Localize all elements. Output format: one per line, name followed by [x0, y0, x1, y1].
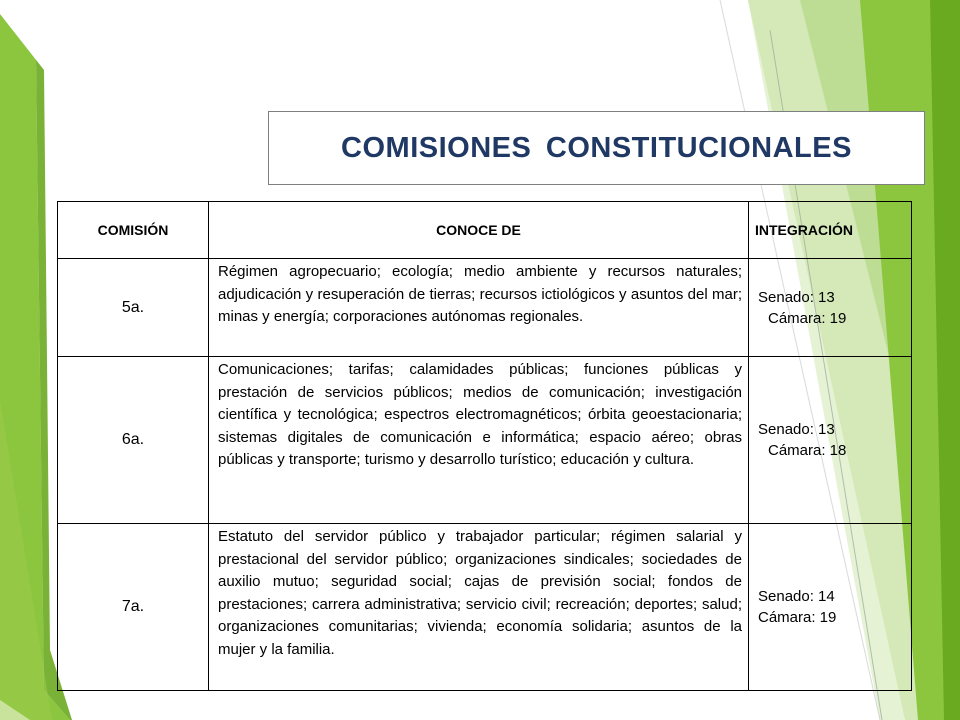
- conoce-de-text: Estatuto del servidor público y trabajador particular; régimen salarial y prestacional del servidor público; organizaciones sindicales; sociedades de auxilio mutuo; seguridad social; cajas de previsión social; fondos de prestaciones; carrera administrativa; servicio civil; recreación; deportes; salud; organizaciones comunitarias; vivienda; economía solidaria; asuntos de la mujer y la familia.: [209, 524, 749, 691]
- camara-count: Cámara: 19: [758, 609, 837, 626]
- senado-count: Senado: 14: [758, 588, 835, 605]
- table-row: [58, 524, 912, 691]
- page-title: COMISIONES CONSTITUCIONALES: [341, 131, 852, 164]
- comisiones-table: [57, 201, 912, 691]
- senado-count: Senado: 13: [758, 421, 835, 438]
- integracion-cell: [749, 259, 912, 357]
- conoce-de-text: Régimen agropecuario; ecología; medio ambiente y recursos naturales; adjudicación y resuperación de tierras; recursos ictiológicos y asuntos del mar; minas y energía; corporaciones autónomas regionales.: [209, 259, 749, 357]
- senado-count: Senado: 13: [758, 288, 835, 306]
- header-comision: COMISIÓN: [58, 202, 209, 259]
- comision-number: 5a.: [58, 259, 209, 357]
- table-row: [58, 259, 912, 357]
- table-row: [58, 357, 912, 524]
- comision-number: 6a.: [58, 357, 209, 524]
- conoce-de-text: Comunicaciones; tarifas; calamidades públicas; funciones públicas y prestación de servicios públicos; medios de comunicación; investigación científica y tecnológica; espectros electromagnéticos; órbita geoestacionaria; sistemas digitales de comunicación e informática; espacio aéreo; obras públicas y transporte; turismo y desarrollo turístico; educación y cultura.: [209, 357, 749, 524]
- header-integracion: INTEGRACIÓN: [749, 202, 912, 259]
- title-box: [268, 111, 925, 185]
- comision-number: 7a.: [58, 524, 209, 691]
- camara-count: Cámara: 19: [768, 309, 847, 327]
- camara-count: Cámara: 18: [768, 442, 847, 459]
- integracion-cell: [749, 357, 912, 524]
- table-header-row: [58, 202, 912, 259]
- header-conoce-de: CONOCE DE: [209, 202, 749, 259]
- integracion-cell: [749, 524, 912, 691]
